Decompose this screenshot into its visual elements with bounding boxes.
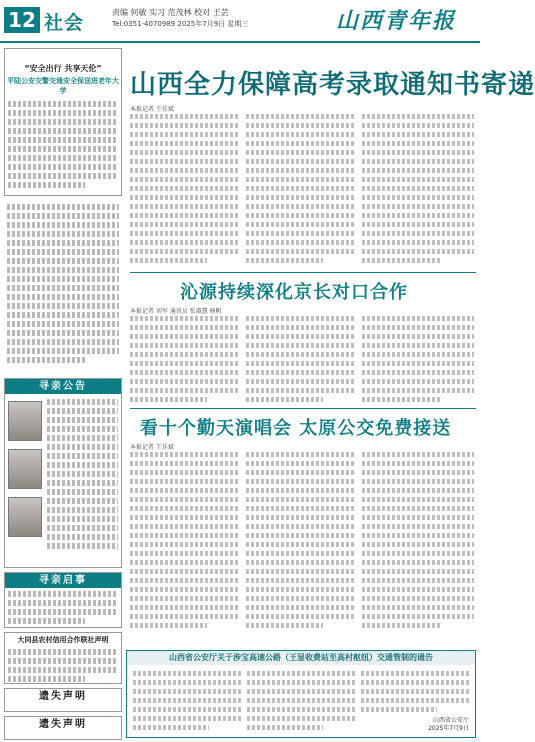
paper-logo: 山西青年报 [336, 8, 457, 34]
left-column [4, 48, 122, 740]
missing-person-heading: 寻亲公告 [5, 379, 121, 394]
left-text-block [4, 200, 122, 372]
missing-person-notice-2 [4, 572, 122, 628]
tip-body [8, 101, 118, 191]
article-column [362, 114, 474, 267]
notice-date: 2025年7月9日 [428, 725, 469, 732]
article-column [130, 316, 240, 406]
lost-notice [4, 688, 122, 712]
article-column [130, 114, 240, 267]
masthead-rule [0, 41, 480, 43]
credit-union-heading: 大同县农村信用合作联社声明 [17, 636, 109, 644]
section-divider [130, 272, 476, 273]
notice-title: 山西省公安厅关于涉宝高速公路（王显收费站至高村枢纽）交通管制的通告 [127, 651, 475, 665]
notice-signer: 山西省公安厅 [432, 717, 469, 724]
byline-3: 本报记者 王佳斌 [130, 444, 174, 451]
lost-notice-heading-2: 遗失声明 [39, 719, 87, 730]
missing-person-heading-2: 寻亲启事 [5, 573, 121, 588]
article-column [362, 316, 474, 406]
missing-person-notice [4, 378, 122, 568]
article-column [246, 114, 356, 267]
safety-tip-box [4, 48, 122, 196]
section-title: 社会 [44, 12, 85, 34]
masthead [0, 0, 480, 44]
byline-2: 本报记者 刘军 通讯员 张淑慧 杨帆 [130, 308, 222, 315]
article-column [246, 452, 356, 632]
contact-date: Tel:0351-4070989 2025年7月9日 星期三 [112, 20, 249, 28]
headline-2: 沁源持续深化京长对口合作 [180, 282, 408, 303]
byline: 本报记者 王佳斌 [130, 106, 174, 113]
article-column [362, 452, 474, 632]
article-column [246, 316, 356, 406]
page-number: 12 [4, 7, 40, 33]
person-photo [8, 401, 42, 441]
lost-notice-heading: 遗失声明 [39, 691, 87, 702]
tip-title: “安全出行 共享天伦” [24, 64, 102, 73]
editor-credits: 责编 何敏 实习 范茂林 校对 王芸 [112, 8, 229, 17]
main-headline: 山西全力保障高考录取通知书寄递 [130, 70, 535, 100]
section-divider [130, 408, 476, 409]
person-photo [8, 449, 42, 489]
person-photo [8, 497, 42, 537]
article-column [130, 452, 240, 632]
credit-union-notice [4, 632, 122, 684]
notice-signature [428, 717, 469, 733]
lost-notice-2 [4, 716, 122, 740]
headline-3: 看十个勤天演唱会 太原公交免费接送 [140, 418, 452, 439]
tip-subtitle: 平陆公安交警交通安全保送进老年大学 [7, 77, 119, 95]
traffic-control-notice [126, 650, 476, 738]
